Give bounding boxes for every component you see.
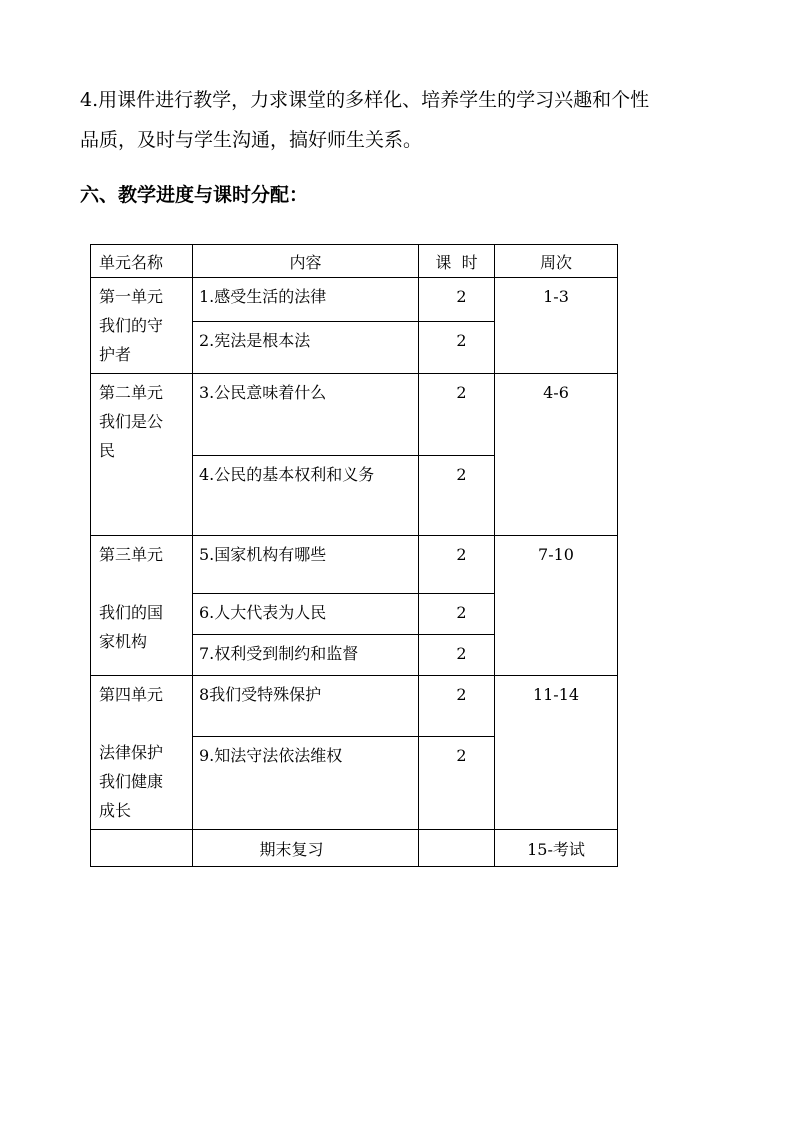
unit-name-line: 家机构 bbox=[99, 632, 148, 651]
header-content: 内容 bbox=[193, 245, 419, 278]
unit-name-line: 成长 bbox=[99, 801, 132, 820]
lesson-cell bbox=[193, 635, 419, 676]
weeks-value: 4-6 bbox=[543, 383, 569, 402]
unit-name-line: 我们的国 bbox=[99, 603, 164, 622]
lesson-hours: 2 bbox=[456, 383, 467, 402]
lesson-cell bbox=[193, 536, 419, 594]
lesson-cell bbox=[193, 594, 419, 635]
hours-cell bbox=[419, 456, 495, 536]
intro-line-2: 品质，及时与学生沟通，搞好师生关系。 bbox=[80, 129, 423, 151]
hours-cell bbox=[419, 635, 495, 676]
header-unit: 单元名称 bbox=[91, 245, 193, 278]
lesson-hours: 2 bbox=[456, 465, 467, 484]
lesson-title: 7.权利受到制约和监督 bbox=[199, 644, 359, 663]
hours-cell bbox=[419, 737, 495, 830]
unit-name-line: 我们的守 bbox=[99, 316, 164, 335]
unit-name-line: 第二单元 bbox=[99, 383, 164, 402]
header-weeks: 周次 bbox=[495, 245, 618, 278]
intro-line-1: 4.用课件进行教学，力求课堂的多样化、培养学生的学习兴趣和个性 bbox=[80, 89, 650, 111]
unit-name-line: 法律保护 bbox=[99, 743, 164, 762]
header-hours: 课 时 bbox=[419, 245, 495, 278]
lesson-title: 8我们受特殊保护 bbox=[199, 685, 322, 704]
lesson-title: 6.人大代表为人民 bbox=[199, 603, 327, 622]
unit-cell bbox=[91, 676, 193, 830]
lesson-cell bbox=[193, 456, 419, 536]
lesson-cell bbox=[193, 676, 419, 737]
weeks-cell bbox=[495, 278, 618, 374]
weeks-value: 15-考试 bbox=[527, 839, 585, 859]
lesson-hours: 2 bbox=[456, 287, 467, 306]
weeks-cell bbox=[495, 830, 618, 867]
lesson-title: 2.宪法是根本法 bbox=[199, 330, 311, 350]
final-review-label: 期末复习 bbox=[259, 839, 324, 859]
table-row bbox=[91, 830, 618, 867]
unit-name-line: 第四单元 bbox=[99, 685, 164, 704]
lesson-title: 1.感受生活的法律 bbox=[199, 287, 327, 306]
unit-name-line: 第一单元 bbox=[99, 287, 164, 306]
unit-name-line: 护者 bbox=[99, 345, 132, 364]
lesson-hours: 2 bbox=[456, 685, 467, 704]
unit-name-line: 我们是公 bbox=[99, 412, 164, 431]
hours-cell bbox=[419, 278, 495, 322]
hours-cell bbox=[419, 536, 495, 594]
weeks-cell bbox=[495, 374, 618, 536]
hours-cell bbox=[419, 830, 495, 867]
lesson-hours: 2 bbox=[456, 746, 467, 766]
lesson-hours: 2 bbox=[456, 330, 467, 350]
schedule-table bbox=[90, 244, 618, 867]
lesson-title: 9.知法守法依法维权 bbox=[199, 746, 343, 766]
weeks-cell bbox=[495, 676, 618, 830]
unit-cell bbox=[91, 278, 193, 374]
unit-cell bbox=[91, 374, 193, 536]
lesson-hours: 2 bbox=[456, 603, 467, 622]
hours-cell bbox=[419, 676, 495, 737]
unit-name-line: 第三单元 bbox=[99, 545, 164, 564]
weeks-value: 1-3 bbox=[543, 287, 569, 306]
weeks-value: 11-14 bbox=[532, 685, 580, 704]
lesson-cell bbox=[193, 278, 419, 322]
section-heading: 六、教学进度与课时分配： bbox=[80, 184, 309, 206]
table-row bbox=[91, 676, 618, 737]
unit-cell bbox=[91, 830, 193, 867]
unit-cell bbox=[91, 536, 193, 676]
lesson-hours: 2 bbox=[456, 545, 467, 564]
lesson-cell bbox=[193, 737, 419, 830]
intro-paragraph bbox=[80, 80, 720, 160]
unit-name-line: 我们健康 bbox=[99, 772, 164, 791]
table-row bbox=[91, 536, 618, 594]
lesson-cell bbox=[193, 321, 419, 373]
lesson-title: 4.公民的基本权利和义务 bbox=[199, 465, 375, 484]
lesson-title: 5.国家机构有哪些 bbox=[199, 545, 327, 564]
weeks-cell bbox=[495, 536, 618, 676]
hours-cell bbox=[419, 321, 495, 373]
weeks-value: 7-10 bbox=[538, 545, 574, 564]
hours-cell bbox=[419, 374, 495, 456]
lesson-hours: 2 bbox=[456, 644, 467, 663]
lesson-cell bbox=[193, 374, 419, 456]
table-row bbox=[91, 278, 618, 322]
lesson-title: 3.公民意味着什么 bbox=[199, 383, 327, 402]
table-header-row bbox=[91, 245, 618, 278]
hours-cell bbox=[419, 594, 495, 635]
unit-name-line: 民 bbox=[99, 441, 116, 460]
final-review-cell bbox=[193, 830, 419, 867]
table-row bbox=[91, 374, 618, 456]
